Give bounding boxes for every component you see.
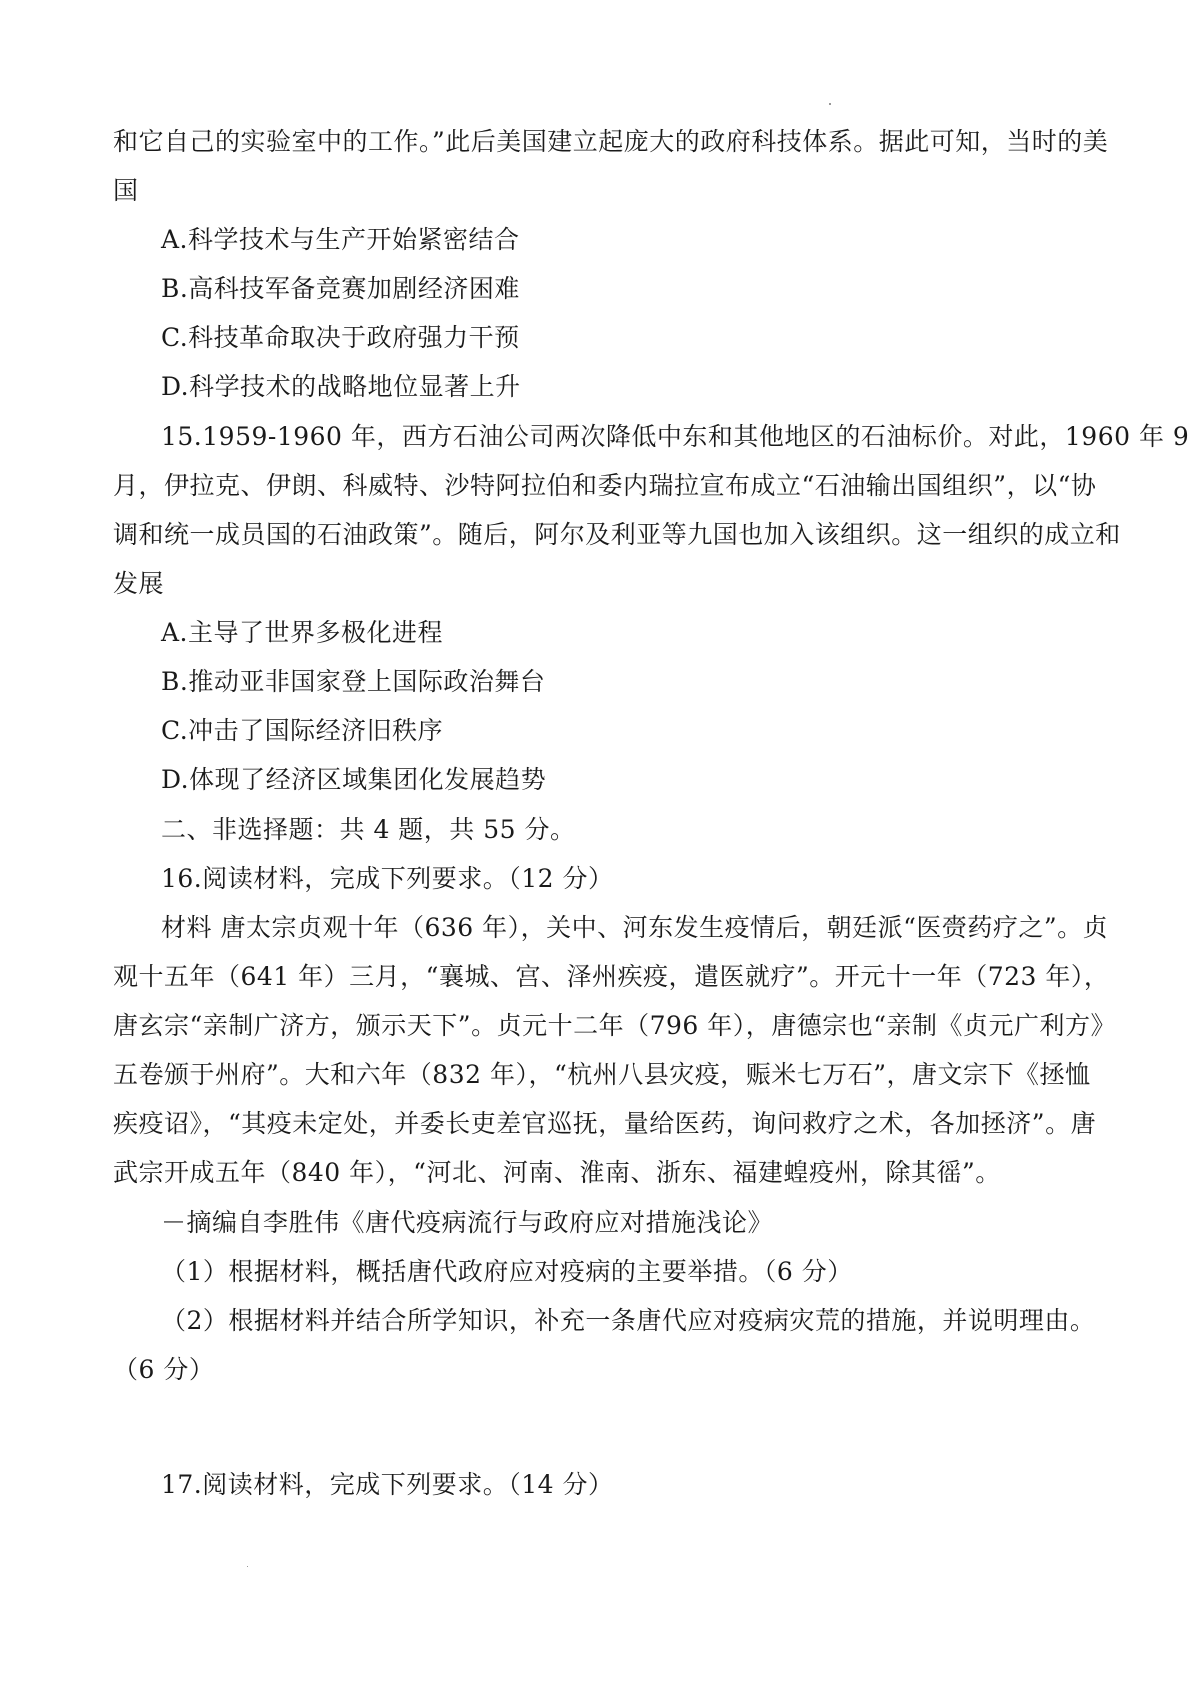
q16-subquestion-2-line-2: （6 分）: [113, 1355, 215, 1384]
q14-option-c: C.科技革命取决于政府强力干预: [161, 323, 520, 352]
scan-speck: [829, 103, 831, 105]
q15-stem-line-4: 发展: [113, 569, 165, 598]
q14-stem-line-2: 国: [113, 176, 139, 205]
q16-material-line-1: 材料 唐太宗贞观十年（636 年），关中、河东发生疫情后，朝廷派“医赍药疗之”。贞: [161, 913, 1109, 942]
q15-stem-line-1: 15.1959-1960 年，西方石油公司两次降低中东和其他地区的石油标价。对此，1960 年 9: [161, 422, 1190, 451]
q16-material-line-4: 五卷颁于州府”。大和六年（832 年），“杭州八县灾疫，赈米七万石”，唐文宗下《拯恤: [113, 1060, 1091, 1089]
q16-subquestion-1: （1）根据材料，概括唐代政府应对疫病的主要举措。（6 分）: [161, 1257, 853, 1286]
q16-material-line-6: 武宗开成五年（840 年），“河北、河南、淮南、浙东、福建蝗疫州，除其徭”。: [113, 1158, 1001, 1187]
q16-title: 16.阅读材料，完成下列要求。（12 分）: [161, 864, 614, 893]
q15-option-a: A.主导了世界多极化进程: [161, 618, 444, 647]
q15-option-b: B.推动亚非国家登上国际政治舞台: [161, 667, 546, 696]
q15-option-d: D.体现了经济区域集团化发展趋势: [161, 765, 547, 794]
q16-subquestion-2-line-1: （2）根据材料并结合所学知识，补充一条唐代应对疫病灾荒的措施，并说明理由。: [161, 1306, 1096, 1335]
section-2-heading: 二、非选择题：共 4 题，共 55 分。: [161, 815, 576, 844]
q14-option-a: A.科学技术与生产开始紧密结合: [161, 225, 520, 254]
q16-material-line-5: 疾疫诏》，“其疫未定处，并委长吏差官巡抚，量给医药，询问救疗之术，各加拯济”。唐: [113, 1109, 1097, 1138]
q15-option-c: C.冲击了国际经济旧秩序: [161, 716, 444, 745]
q14-option-d: D.科学技术的战略地位显著上升: [161, 372, 521, 401]
q17-title: 17.阅读材料，完成下列要求。（14 分）: [161, 1470, 614, 1499]
q16-source: －摘编自李胜伟《唐代疫病流行与政府应对措施浅论》: [161, 1208, 774, 1237]
q15-stem-line-3: 调和统一成员国的石油政策”。随后，阿尔及利亚等九国也加入该组织。这一组织的成立和: [113, 520, 1121, 549]
q14-stem-line-1: 和它自己的实验室中的工作。”此后美国建立起庞大的政府科技体系。据此可知，当时的美: [113, 127, 1109, 156]
scan-speck: [247, 1566, 248, 1567]
q16-material-line-2: 观十五年（641 年）三月，“襄城、宫、泽州疾疫，遣医就疗”。开元十一年（723 年），: [113, 962, 1110, 991]
q14-option-b: B.高科技军备竞赛加剧经济困难: [161, 274, 520, 303]
q15-stem-line-2: 月，伊拉克、伊朗、科威特、沙特阿拉伯和委内瑞拉宣布成立“石油输出国组织”，以“协: [113, 471, 1097, 500]
q16-material-line-3: 唐玄宗“亲制广济方，颁示天下”。贞元十二年（796 年），唐德宗也“亲制《贞元广利方》: [113, 1011, 1117, 1040]
